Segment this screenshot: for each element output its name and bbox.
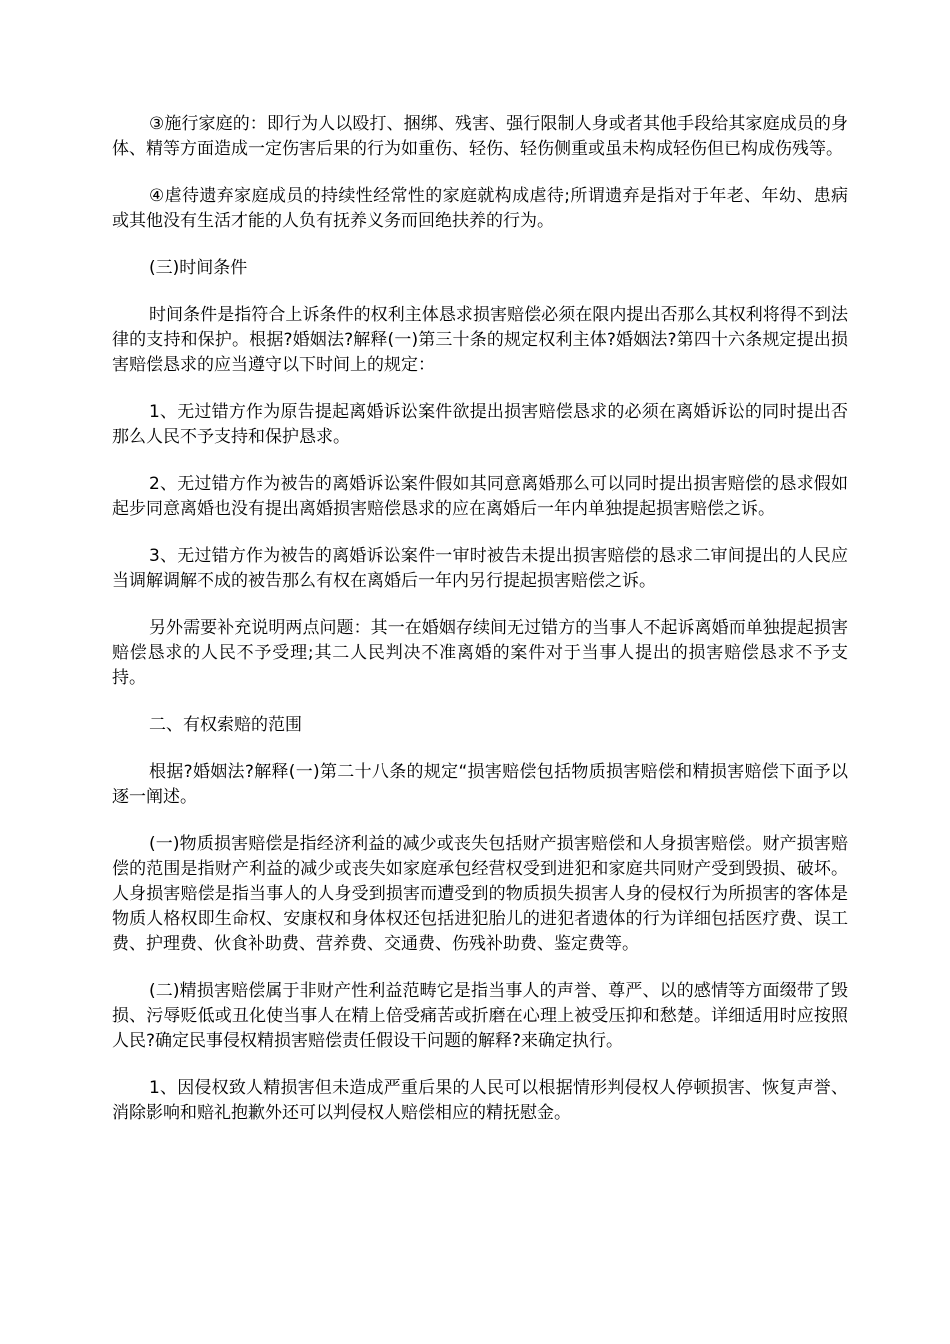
section-heading-claim-scope: 二、有权索赔的范围 xyxy=(149,715,302,735)
section-heading-time-condition: (三)时间条件 xyxy=(149,258,248,278)
paragraph-material-damages: (一)物质损害赔偿是指经济利益的减少或丧失包括财产损害赔偿和人身损害赔偿。财产损害赔偿的范围是指财产利益的减少或丧失如家庭承包经营权受到进犯和家庭共同财产受到毁损、破坏。人身损害赔偿是指当事人的人身受到损害而遭受到的物质损失损害人身的侵权行为所损害的客体是物质人格权即生命权、安康权和身体权还包括进犯胎儿的进犯者遗体的行为详细包括医疗费、误工费、护理费、伙食补助费、营养费、交通费、伤残补助费、鉴定费等。 xyxy=(112,834,848,954)
paragraph-supplement: 另外需要补充说明两点问题：其一在婚姻存续间无过错方的当事人不起诉离婚而单独提起损害赔偿恳求的人民不予受理;其二人民判决不准离婚的案件对于当事人提出的损害赔偿恳求不予支持。 xyxy=(112,618,848,688)
paragraph-claim-basis: 根据?婚姻法?解释(一)第二十八条的规定“损害赔偿包括物质损害赔偿和精损害赔偿下面予以逐一阐述。 xyxy=(112,762,848,807)
paragraph-time-condition: 时间条件是指符合上诉条件的权利主体恳求损害赔偿必须在限内提出否那么其权利将得不到法律的支持和保护。根据?婚姻法?解释(一)第三十条的规定权利主体?婚姻法?第四十六条规定提出损害赔偿恳求的应当遵守以下时间上的规定： xyxy=(112,305,848,375)
paragraph-mental-rule-1: 1、因侵权致人精损害但未造成严重后果的人民可以根据情形判侵权人停顿损害、恢复声誉、消除影响和赔礼抱歉外还可以判侵权人赔偿相应的精抚慰金。 xyxy=(112,1078,848,1123)
paragraph-abuse-abandonment: ④虐待遗弃家庭成员的持续性经常性的家庭就构成虐待;所谓遗弃是指对于年老、年幼、患病或其他没有生活才能的人负有抚养义务而回绝扶养的行为。 xyxy=(112,186,848,231)
paragraph-domestic-violence: ③施行家庭的：即行为人以殴打、捆绑、残害、强行限制人身或者其他手段给其家庭成员的身体、精等方面造成一定伤害后果的行为如重伤、轻伤、轻伤侧重或虽未构成轻伤但已构成伤残等。 xyxy=(112,114,848,159)
paragraph-rule-3: 3、无过错方作为被告的离婚诉讼案件一审时被告未提出损害赔偿的恳求二审间提出的人民应当调解调解不成的被告那么有权在离婚后一年内另行提起损害赔偿之诉。 xyxy=(112,546,848,591)
paragraph-rule-2: 2、无过错方作为被告的离婚诉讼案件假如其同意离婚那么可以同时提出损害赔偿的恳求假如起步同意离婚也没有提出离婚损害赔偿恳求的应在离婚后一年内单独提起损害赔偿之诉。 xyxy=(112,474,848,519)
document-page xyxy=(112,112,848,1148)
paragraph-mental-damages: (二)精损害赔偿属于非财产性利益范畴它是指当事人的声誉、尊严、以的感情等方面缀带了毁损、污辱贬低或丑化使当事人在精上倍受痛苦或折磨在心理上被受压抑和愁楚。详细适用时应按照人民?确定民事侵权精损害赔偿责任假设干问题的解释?来确定执行。 xyxy=(112,981,848,1051)
paragraph-rule-1: 1、无过错方作为原告提起离婚诉讼案件欲提出损害赔偿恳求的必须在离婚诉讼的同时提出否那么人民不予支持和保护恳求。 xyxy=(112,402,848,447)
